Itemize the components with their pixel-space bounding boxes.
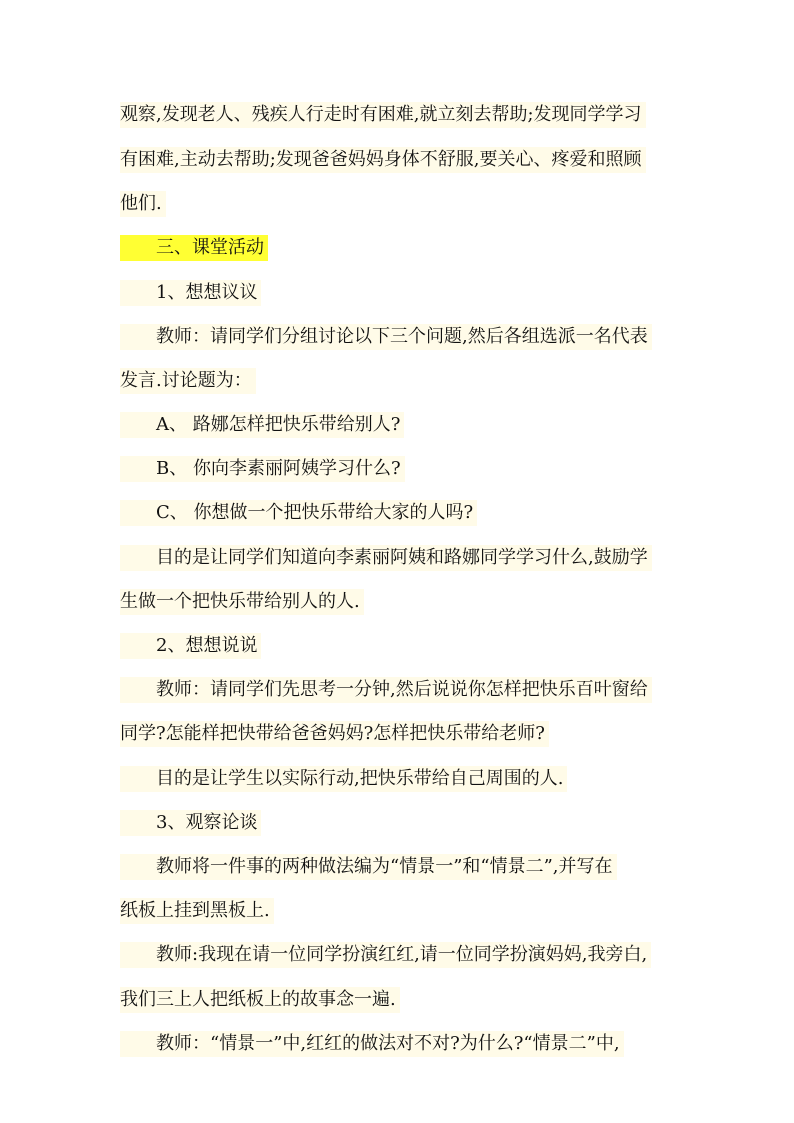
paragraph-line: 有困难,主动去帮助;发现爸爸妈妈身体不舒服,要关心、疼爱和照顾 <box>120 147 646 173</box>
paragraph-line: 目的是让同学们知道向李素丽阿姨和路娜同学学习什么,鼓励学 <box>120 545 652 571</box>
paragraph-line: 教师将一件事的两种做法编为“情景一”和“情景二”,并写在 <box>120 854 617 880</box>
paragraph-line: 目的是让学生以实际行动,把快乐带给自己周围的人. <box>120 766 567 792</box>
paragraph-line: 同学?怎能样把快带给爸爸妈妈?怎样把快乐带给老师? <box>120 721 549 747</box>
paragraph-line: 生做一个把快乐带给别人的人. <box>120 589 364 615</box>
section-heading: 三、课堂活动 <box>120 235 268 261</box>
paragraph-line: 我们三上人把纸板上的故事念一遍. <box>120 987 400 1013</box>
paragraph-line: 教师：请同学们分组讨论以下三个问题,然后各组选派一名代表 <box>120 324 652 350</box>
paragraph-line: 教师:我现在请一位同学扮演红红,请一位同学扮演妈妈,我旁白, <box>120 942 651 968</box>
list-item: B、 你向李素丽阿姨学习什么? <box>120 456 405 482</box>
subsection-heading: 1、想想议议 <box>120 280 261 306</box>
paragraph-line: 他们. <box>120 191 166 217</box>
paragraph-line: 纸板上挂到黑板上. <box>120 898 274 924</box>
list-item: A、 路娜怎样把快乐带给别人? <box>120 412 404 438</box>
subsection-heading: 2、想想说说 <box>120 633 261 659</box>
paragraph-line: 观察,发现老人、残疾人行走时有困难,就立刻去帮助;发现同学学习 <box>120 102 646 128</box>
paragraph-line: 教师：请同学们先思考一分钟,然后说说你怎样把快乐百叶窗给 <box>120 677 652 703</box>
paragraph-line: 发言.讨论题为： <box>120 368 256 394</box>
paragraph-line: 教师：“情景一”中,红红的做法对不对?为什么?“情景二”中, <box>120 1031 624 1057</box>
subsection-heading: 3、观察论谈 <box>120 810 261 836</box>
list-item: C、 你想做一个把快乐带给大家的人吗? <box>120 500 477 526</box>
